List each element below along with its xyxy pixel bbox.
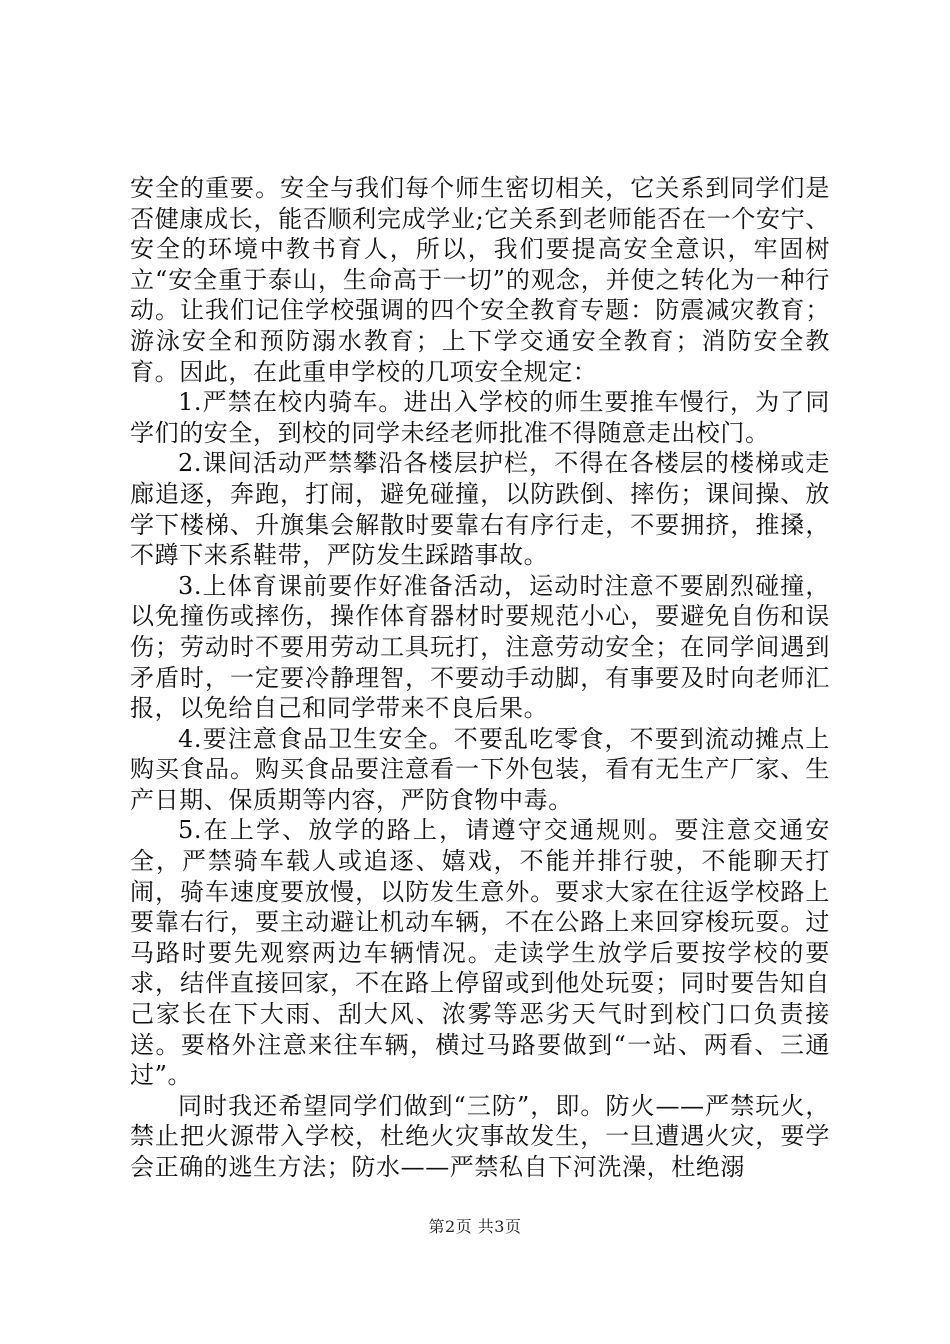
- page-footer: 第2页 共3页: [428, 1217, 522, 1236]
- paragraph-rule-5: 5.在上学、放学的路上，请遵守交通规则。要注意交通安全，严禁骑车载人或追逐、嬉戏，不能并排行驶，不能聊天打闹，骑车速度要放慢，以防发生意外。要求大家在往返学校路上要靠右行，要主动避让机动车辆，不在公路上来回穿梭玩耍。过马路时要先观察两边车辆情况。走读学生放学后要按学校的要求，结伴直接回家，不在路上停留或到他处玩耍；同时要告知自己家长在下大雨、刮大风、浓雾等恶劣天气时到校门口负责接送。要格外注意来往车辆，横过马路要做到“一站、两看、三通过”。: [130, 816, 830, 1090]
- paragraph-rule-3: 3.上体育课前要作好准备活动，运动时注意不要剧烈碰撞，以免撞伤或摔伤，操作体育器材时要规范小心，要避免自伤和误伤；劳动时不要用劳动工具玩打，注意劳动安全；在同学间遇到矛盾时，一定要冷静理智，不要动手动脚，有事要及时向老师汇报，以免给自己和同学带来不良后果。: [130, 571, 830, 723]
- paragraph-three-preventions: 同时我还希望同学们做到“三防”，即。防火——严禁玩火，禁止把火源带入学校，杜绝火灾事故发生，一旦遭遇火灾，要学会正确的逃生方法；防水——严禁私自下河洗澡，杜绝溺: [130, 1091, 830, 1181]
- paragraph-rule-2: 2.课间活动严禁攀沿各楼层护栏，不得在各楼层的楼梯或走廊追逐，奔跑，打闹，避免碰撞，以防跌倒、摔伤；课间操、放学下楼梯、升旗集会解散时要靠右有序行走，不要拥挤，推搡，不蹲下来系鞋带，严防发生踩踏事故。: [130, 449, 830, 570]
- document-body: [130, 173, 830, 1183]
- paragraph-intro: 安全的重要。安全与我们每个师生密切相关，它关系到同学们是否健康成长，能否顺利完成学业;它关系到老师能否在一个安宁、安全的环境中教书育人，所以，我们要提高安全意识，牢固树立“安全重于泰山，生命高于一切”的观念，并使之转化为一种行动。让我们记住学校强调的四个安全教育专题：防震减灾教育；游泳安全和预防溺水教育；上下学交通安全教育；消防安全教育。因此，在此重申学校的几项安全规定：: [130, 174, 830, 386]
- paragraph-rule-1: 1.严禁在校内骑车。进出入学校的师生要推车慢行，为了同学们的安全，到校的同学未经老师批准不得随意走出校门。: [130, 388, 830, 447]
- paragraph-rule-4: 4.要注意食品卫生安全。不要乱吃零食，不要到流动摊点上购买食品。购买食品要注意看一下外包装，看有无生产厂家、生产日期、保质期等内容，严防食物中毒。: [130, 724, 830, 814]
